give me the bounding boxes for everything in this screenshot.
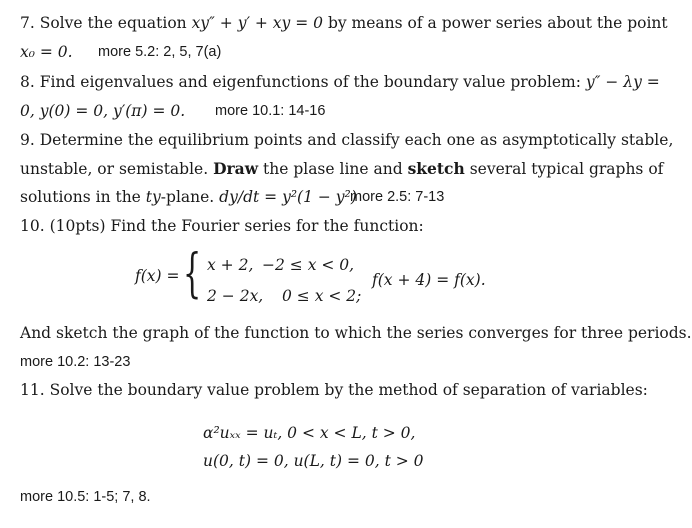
case-2-expression: 2 − 2x, bbox=[207, 287, 264, 305]
problem-8-reference: more 10.1: 14-16 bbox=[215, 103, 326, 119]
problem-10-line-1 bbox=[20, 216, 424, 236]
problem-7-line-2: x₀ = 0. bbox=[20, 43, 73, 61]
problem-number: 9. bbox=[20, 131, 35, 149]
problem-text: several typical graphs of bbox=[464, 160, 664, 178]
case-1-condition: −2 ≤ x < 0, bbox=[262, 256, 355, 274]
pde-equation: α²uₓₓ = uₜ, 0 < x < L, t > 0, bbox=[203, 424, 416, 442]
problem-7-line-1 bbox=[20, 13, 668, 33]
problem-number: 7. bbox=[20, 14, 35, 32]
equation: dy/dt = y²(1 − y²) bbox=[219, 188, 357, 206]
problem-9-line-3 bbox=[20, 187, 357, 207]
problem-text: Solve the equation bbox=[39, 14, 192, 32]
problem-text: solutions in the bbox=[20, 188, 146, 206]
problem-number: 8. bbox=[20, 73, 35, 91]
problem-text: Solve the boundary value problem by the method of separation of variables: bbox=[49, 381, 648, 399]
problem-text: Determine the equilibrium points and classify each one as asymptotically stable, bbox=[39, 131, 674, 149]
problem-11-reference: more 10.5: 1-5; 7, 8. bbox=[20, 489, 151, 505]
equation: y″ − λy = bbox=[585, 73, 660, 91]
problem-8-line-1 bbox=[20, 72, 660, 92]
case-1-expression: x + 2, bbox=[207, 256, 254, 274]
problem-11-line-1 bbox=[20, 380, 648, 400]
boundary-conditions: u(0, t) = 0, u(L, t) = 0, t > 0 bbox=[203, 452, 424, 470]
case-2-condition: 0 ≤ x < 2; bbox=[282, 287, 362, 305]
left-brace-icon: { bbox=[183, 244, 202, 304]
problem-number: 11. bbox=[20, 381, 45, 399]
math-symbol: ty bbox=[145, 188, 161, 206]
problem-10-after: And sketch the graph of the function to which the series converges for three periods. bbox=[20, 324, 692, 342]
problem-text: Find eigenvalues and eigenfunctions of the boundary value problem: bbox=[39, 73, 586, 91]
equation: xy″ + y′ + xy = 0 bbox=[191, 14, 324, 32]
problem-text: the plase line and bbox=[258, 160, 408, 178]
piecewise-lhs: f(x) = bbox=[135, 267, 180, 285]
problem-9-line-2 bbox=[20, 159, 663, 179]
problem-9-line-1 bbox=[20, 130, 673, 150]
problem-9-reference: more 2.5: 7-13 bbox=[350, 189, 445, 205]
bold-word: Draw bbox=[213, 159, 259, 178]
problem-text: (10pts) Find the Fourier series for the function: bbox=[49, 217, 424, 235]
problem-text: unstable, or semistable. bbox=[20, 160, 214, 178]
periodicity-condition: f(x + 4) = f(x). bbox=[372, 271, 486, 289]
problem-text: -plane. bbox=[160, 188, 220, 206]
bold-word: sketch bbox=[407, 159, 465, 178]
problem-10-reference: more 10.2: 13-23 bbox=[20, 354, 131, 370]
problem-text: by means of a power series about the point bbox=[323, 14, 668, 32]
problem-7-reference: more 5.2: 2, 5, 7(a) bbox=[98, 44, 222, 60]
problem-number: 10. bbox=[20, 217, 45, 235]
problem-8-line-2: 0, y(0) = 0, y′(π) = 0. bbox=[20, 102, 186, 120]
